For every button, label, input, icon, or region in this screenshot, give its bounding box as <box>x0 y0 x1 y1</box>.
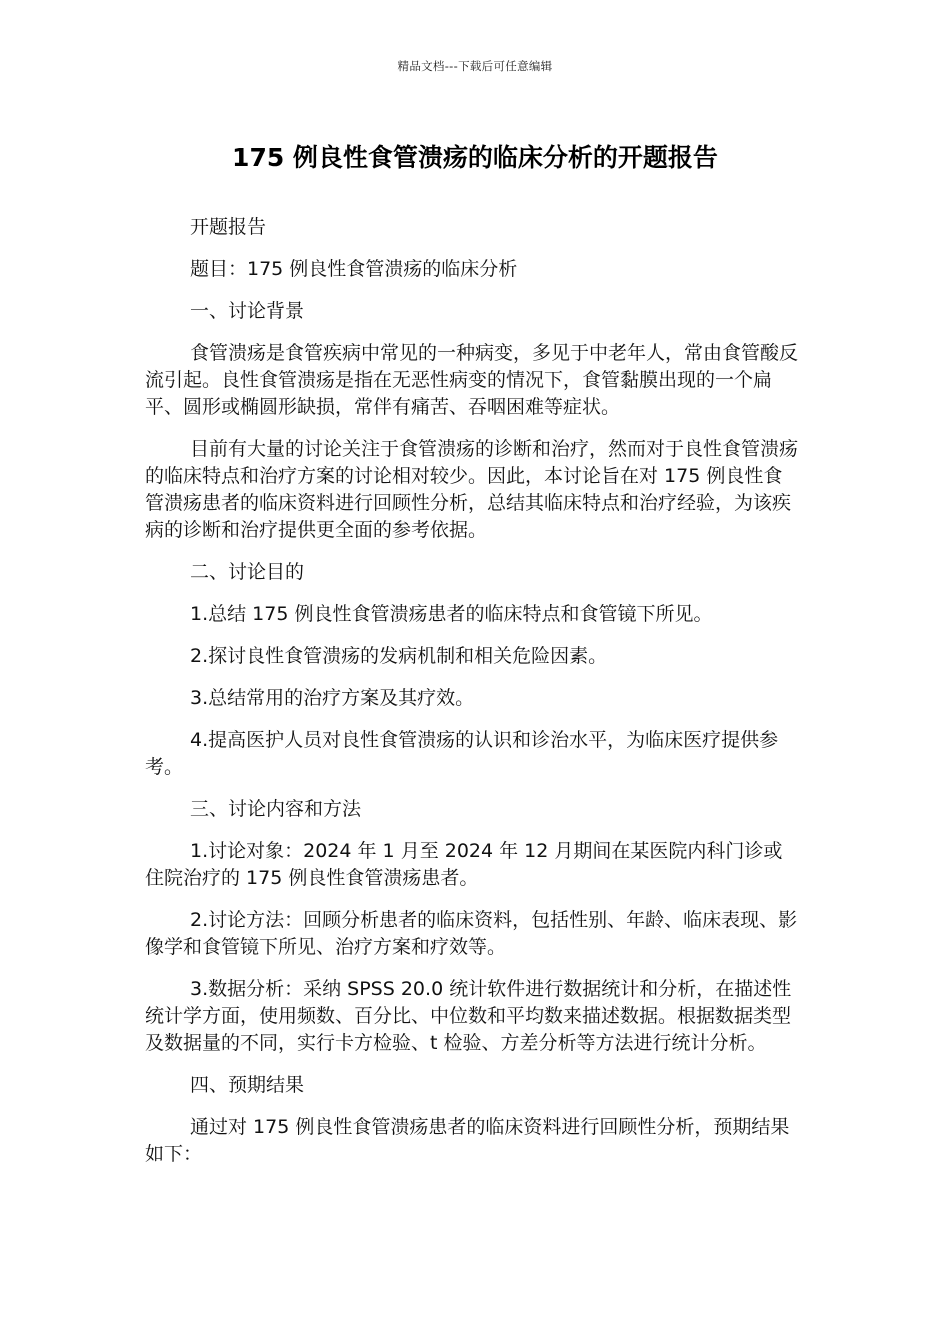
paragraph-topic: 题目：175 例良性食管溃疡的临床分析 <box>190 258 518 280</box>
paragraph-methods-1: 1.讨论对象：2024 年 1 月至 2024 年 12 月期间在某医院内科门诊或住院治疗的 175 例良性食管溃疡患者。 <box>145 840 783 889</box>
paragraph-report-label: 开题报告 <box>190 216 267 238</box>
section-heading-background: 一、讨论背景 <box>190 300 305 322</box>
paragraph-purpose-1: 1.总结 175 例良性食管溃疡患者的临床特点和食管镜下所见。 <box>190 603 713 625</box>
paragraph-background-2: 目前有大量的讨论关注于食管溃疡的诊断和治疗，然而对于良性食管溃疡的临床特点和治疗方案的讨论相对较少。因此，本讨论旨在对 175 例良性食管溃疡患者的临床资料进行回顾性分析，总结其临床特点和治疗经验，为该疾病的诊断和治疗提供更全面的参考依据。 <box>145 438 799 541</box>
paragraph-expected-results: 通过对 175 例良性食管溃疡患者的临床资料进行回顾性分析，预期结果如下： <box>145 1116 790 1165</box>
header-note: 精品文档---下载后可任意编辑 <box>397 59 553 73</box>
paragraph-purpose-4: 4.提高医护人员对良性食管溃疡的认识和诊治水平，为临床医疗提供参考。 <box>145 729 779 778</box>
section-heading-methods: 三、讨论内容和方法 <box>190 798 362 820</box>
paragraph-purpose-2: 2.探讨良性食管溃疡的发病机制和相关危险因素。 <box>190 645 608 667</box>
paragraph-methods-3: 3.数据分析：采纳 SPSS 20.0 统计软件进行数据统计和分析，在描述性统计学方面，使用频数、百分比、中位数和平均数来描述数据。根据数据类型及数据量的不同，实行卡方检验、t 检验、方差分析等方法进行统计分析。 <box>145 978 792 1054</box>
section-heading-purpose: 二、讨论目的 <box>190 561 305 583</box>
document-body <box>145 214 801 1183</box>
section-heading-expected-results: 四、预期结果 <box>190 1074 305 1096</box>
paragraph-background-1: 食管溃疡是食管疾病中常见的一种病变，多见于中老年人，常由食管酸反流引起。良性食管溃疡是指在无恶性病变的情况下，食管黏膜出现的一个扁平、圆形或椭圆形缺损，常伴有痛苦、吞咽困难等症状。 <box>145 342 799 418</box>
paragraph-methods-2: 2.讨论方法：回顾分析患者的临床资料，包括性别、年龄、临床表现、影像学和食管镜下所见、治疗方案和疗效等。 <box>145 909 798 958</box>
document-title: 175 例良性食管溃疡的临床分析的开题报告 <box>232 143 718 172</box>
paragraph-purpose-3: 3.总结常用的治疗方案及其疗效。 <box>190 687 475 709</box>
